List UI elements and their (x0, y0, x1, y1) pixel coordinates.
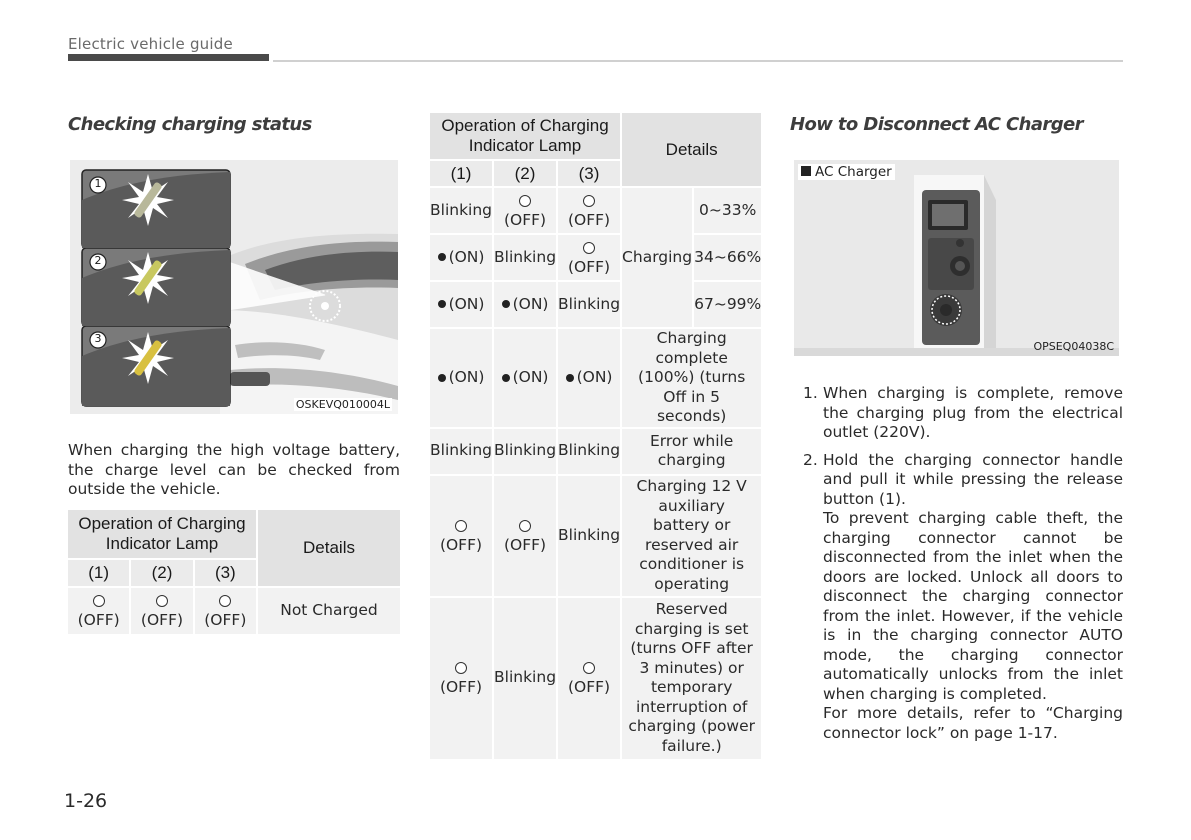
lamp-on-icon (438, 374, 446, 382)
lamp-on-icon (502, 300, 510, 308)
not-charged-table (66, 508, 402, 636)
indicator-panels (82, 170, 230, 406)
list-item: 2. Hold the charging connector handle and pull it while pressing the release button (1). To prevent charging cable theft, the charging connector cannot be disconnected from the inlet when the doors are locked. Unlock all doors to disconnect the charging connector from the inlet. However, if the vehicle is in the charging connector AUTO mode, the charging connector automatically unlocks from the inlet when charging is completed. For more details, refer to “Charging connector lock” on page 1-17. (803, 450, 1123, 742)
table-row: (OFF) (OFF) (OFF) Not Charged (68, 588, 400, 634)
ac-charger-figure (794, 160, 1119, 356)
car-charging-illustration (70, 160, 398, 414)
section-title-checking: Checking charging status (68, 114, 312, 135)
lamp-off-icon (93, 595, 105, 607)
col-3-header: (3) (558, 161, 620, 186)
table-row: (OFF) Blinking (OFF) Reserved charging is set (turns OFF after 3 minutes) or temporary interruption of charging (power failure.) (430, 598, 761, 759)
lamp-on-icon (502, 374, 510, 382)
details-header: Details (622, 113, 761, 186)
list-item: 1. When charging is complete, remove the charging plug from the electrical outlet (220V). (803, 384, 1123, 441)
figure-badge-1: 1 (94, 177, 102, 190)
lamp-off-icon (519, 195, 531, 207)
lamp-off-icon (455, 662, 467, 674)
lamp-on-icon (438, 300, 446, 308)
figure-label: AC Charger (798, 164, 895, 180)
col-3-header: (3) (195, 560, 256, 586)
lamp-off-icon (519, 520, 531, 532)
running-header: Electric vehicle guide (68, 35, 233, 53)
header-bar (68, 54, 269, 61)
ac-charger-illustration (794, 160, 1119, 356)
table-row: (OFF) (OFF) Blinking Charging 12 V auxiliary battery or reserved air conditioner is operating (430, 476, 761, 596)
details-header: Details (258, 510, 400, 586)
lamp-off-icon (455, 520, 467, 532)
table-row: (ON) (ON) (ON) Charging complete (100%) (turns Off in 5 seconds) (430, 329, 761, 427)
col-1-header: (1) (430, 161, 492, 186)
figure-code: OSKEVQ010004L (295, 398, 390, 411)
intro-paragraph: When charging the high voltage battery, the charge level can be checked from outside the vehicle. (68, 441, 400, 498)
details-cell: Not Charged (258, 588, 400, 634)
charging-indicator-table (428, 111, 763, 761)
lamp-operation-header: Operation of Charging Indicator Lamp (68, 510, 256, 558)
lamp-off-icon (583, 195, 595, 207)
disconnect-steps (803, 384, 1123, 751)
col-1-header: (1) (68, 560, 129, 586)
square-bullet-icon (801, 166, 811, 176)
table-row: (ON) Blinking (OFF) 34~66% (430, 235, 761, 280)
col-2-header: (2) (131, 560, 192, 586)
figure-code: OPSEQ04038C (1033, 340, 1114, 353)
col-2-header: (2) (494, 161, 556, 186)
charging-status-figure (70, 160, 398, 414)
header-rule (273, 60, 1123, 62)
figure-badge-3: 3 (94, 332, 102, 345)
lamp-off-icon (156, 595, 168, 607)
page-number: 1-26 (64, 790, 108, 812)
lamp-operation-header: Operation of Charging Indicator Lamp (430, 113, 620, 159)
charging-label-cell: Charging (622, 188, 692, 327)
lamp-on-icon (438, 253, 446, 261)
table-row: Blinking Blinking Blinking Error while charging (430, 429, 761, 474)
lamp-on-icon (566, 374, 574, 382)
lamp-off-icon (219, 595, 231, 607)
lamp-off-icon (583, 662, 595, 674)
lamp-off-icon (583, 242, 595, 254)
figure-badge-2: 2 (94, 254, 102, 267)
table-row: (ON) (ON) Blinking 67~99% (430, 282, 761, 327)
table-row: Blinking (OFF) (OFF) Charging 0~33% (430, 188, 761, 233)
section-title-disconnect: How to Disconnect AC Charger (790, 114, 1083, 135)
